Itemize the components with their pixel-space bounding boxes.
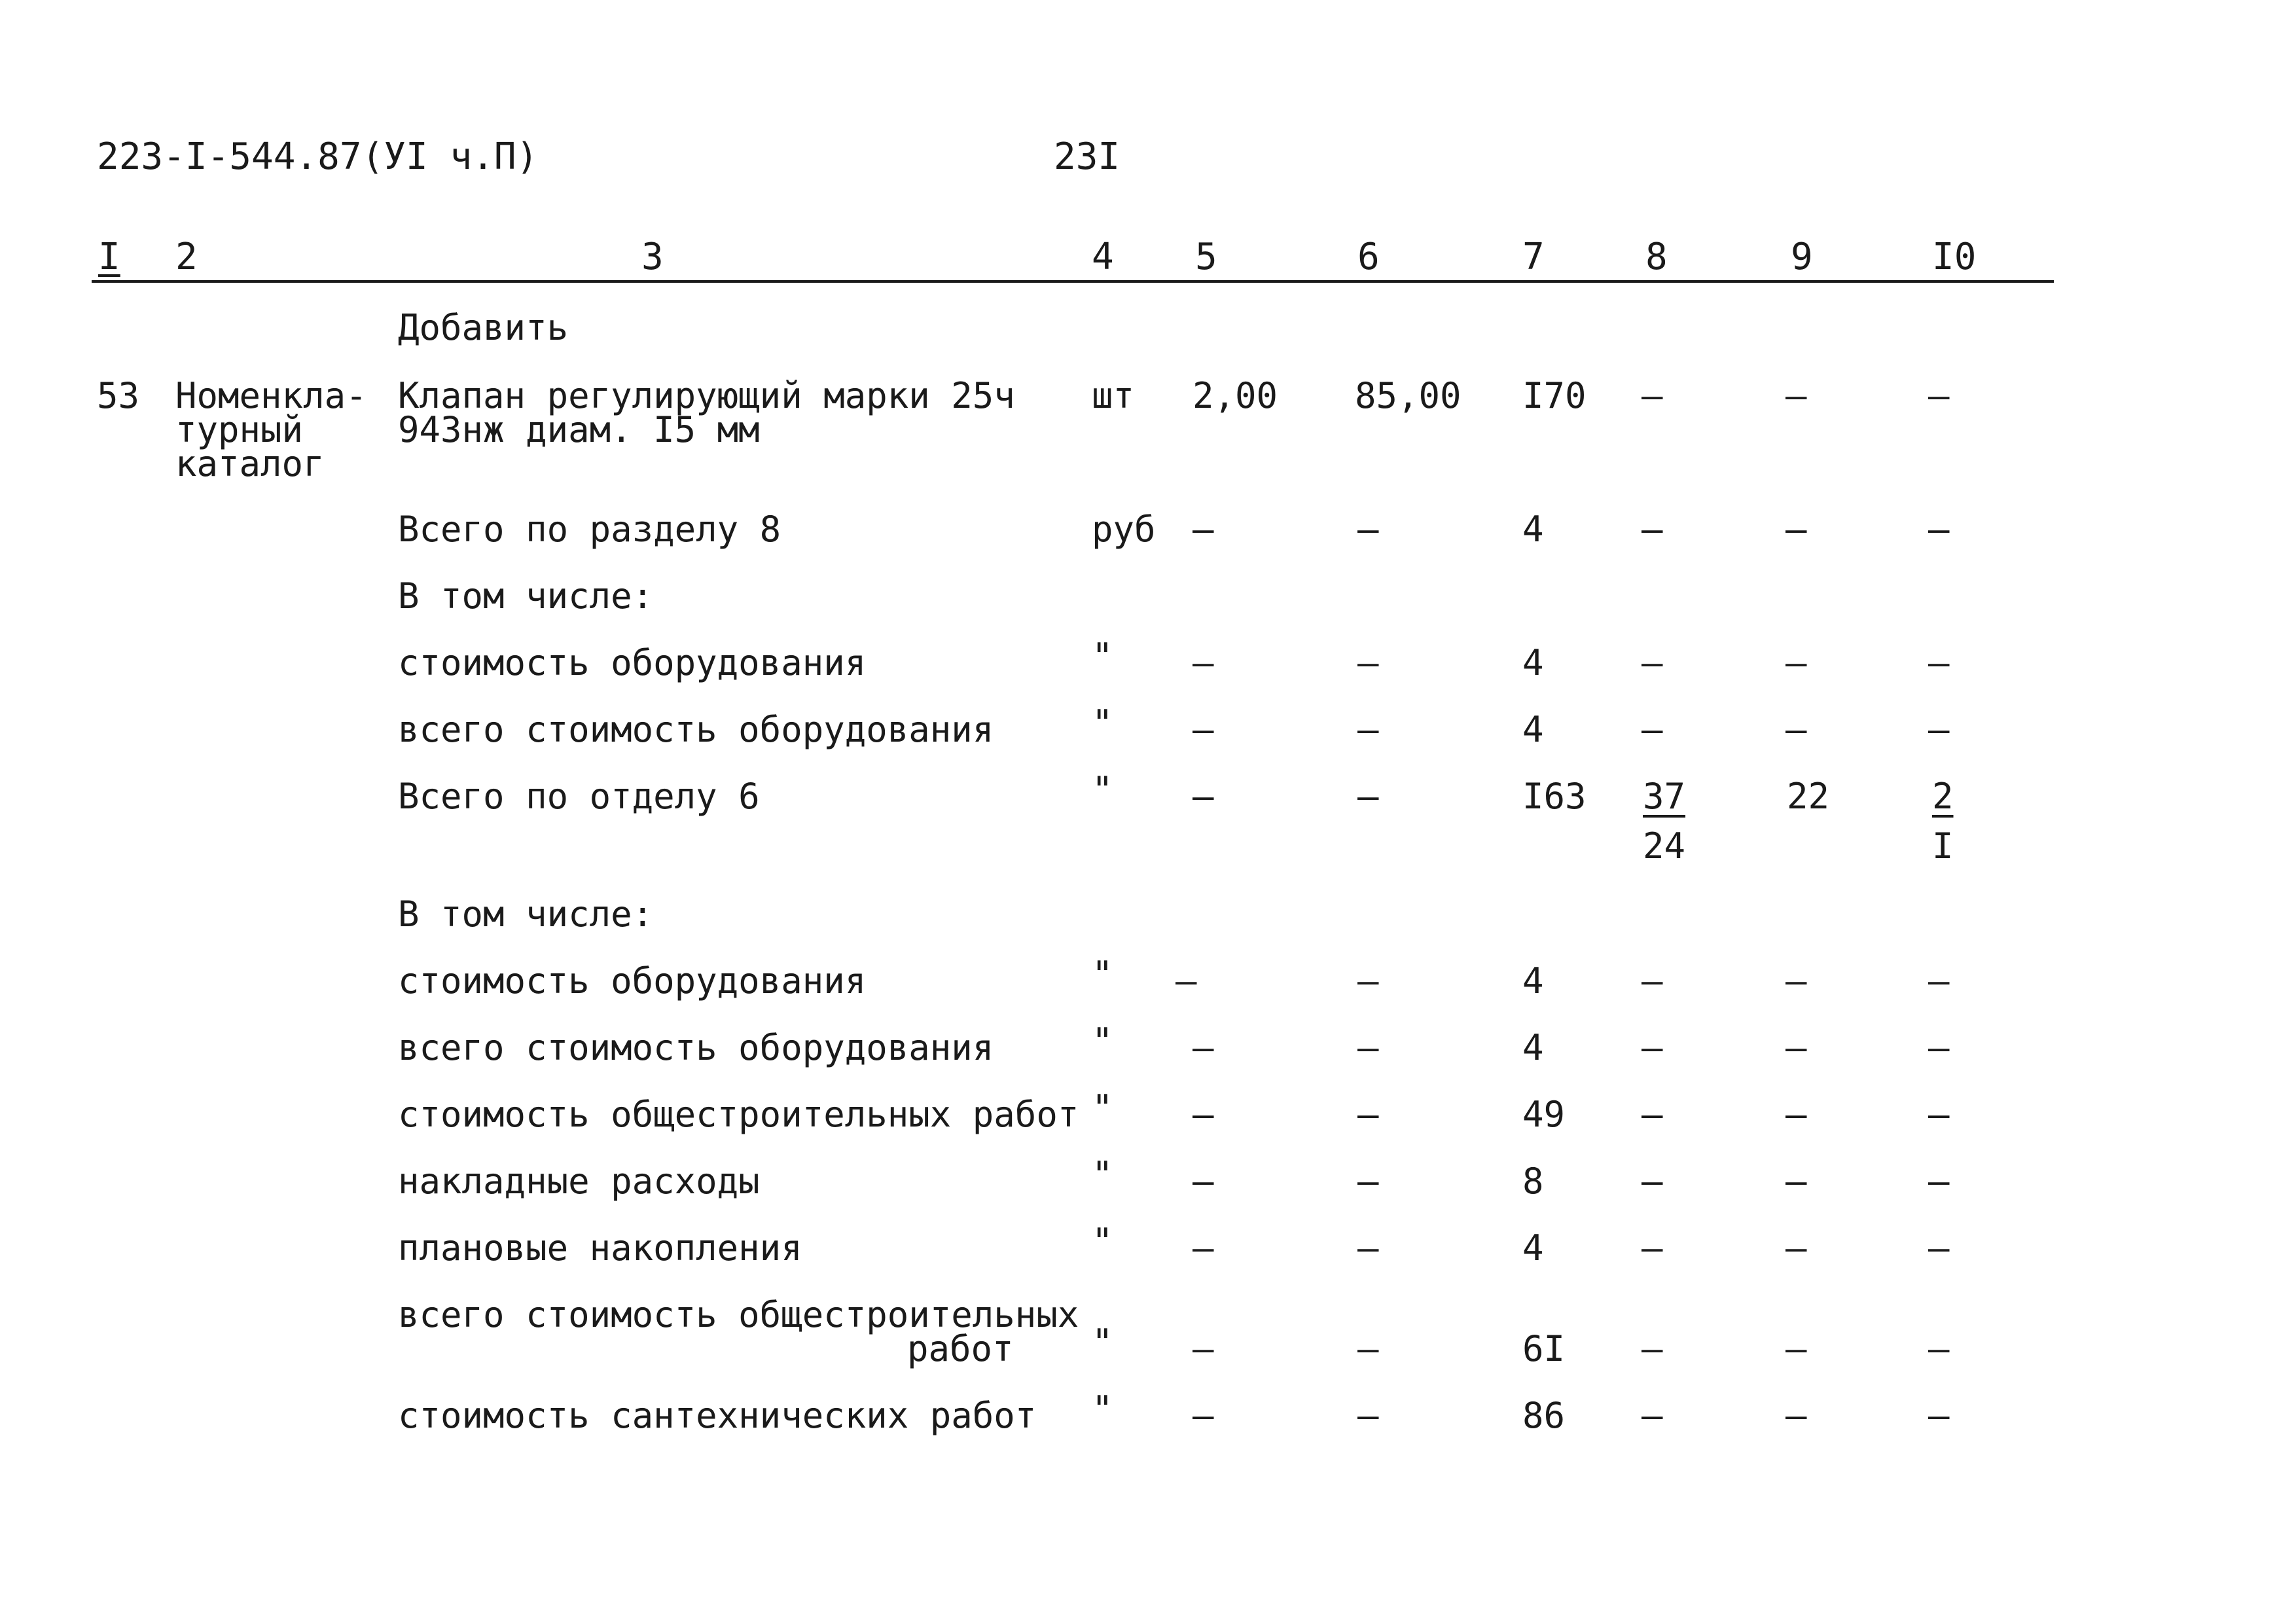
row-col7: 49 [1522, 1094, 1566, 1135]
row-unit: " [1092, 1154, 1113, 1195]
row-col6: – [1357, 1161, 1379, 1202]
column-header-7: 7 [1522, 236, 1545, 278]
row-col5: – [1193, 1161, 1214, 1202]
row-col5: – [1193, 1328, 1214, 1369]
row-label: стоимость оборудования [398, 960, 867, 1001]
row-col9: – [1785, 709, 1807, 750]
row-unit: " [1092, 1221, 1113, 1262]
including-label-1: В том числе: [398, 575, 654, 617]
item-unit: шт [1092, 375, 1135, 416]
row-label-line-1: всего стоимость общестроительных [398, 1294, 1079, 1335]
razdel8-col10: – [1928, 509, 1950, 550]
row-col6: – [1357, 1227, 1379, 1269]
row-col9: – [1785, 642, 1807, 683]
row-unit: " [1092, 702, 1113, 744]
row-col8: – [1641, 1094, 1663, 1135]
row-label: плановые накопления [398, 1227, 802, 1269]
row-col9: – [1785, 1227, 1807, 1269]
razdel8-col5: – [1193, 509, 1214, 550]
razdel8-unit: руб [1092, 509, 1156, 550]
column-header-4: 4 [1092, 236, 1114, 278]
column-header-8: 8 [1645, 236, 1668, 278]
item-source-line-2: турный [175, 409, 304, 450]
row-col9: – [1785, 1328, 1807, 1369]
column-header-9: 9 [1791, 236, 1813, 278]
otdel6-label: Всего по отделу 6 [398, 776, 760, 817]
row-col5: – [1193, 1027, 1214, 1068]
including-label-2: В том числе: [398, 893, 654, 935]
row-col6: – [1357, 709, 1379, 750]
row-col7: 8 [1522, 1161, 1544, 1202]
row-col10: – [1928, 1328, 1950, 1369]
document-code: 223-I-544.87(УI ч.П) [97, 135, 539, 178]
row-label: всего стоимость оборудования [398, 709, 994, 750]
row-unit: " [1092, 636, 1113, 677]
row-col9: – [1785, 1094, 1807, 1135]
row-col5: – [1193, 1395, 1214, 1436]
row-unit: " [1092, 1388, 1113, 1430]
row-label: всего стоимость оборудования [398, 1027, 994, 1068]
row-col9: – [1785, 960, 1807, 1001]
item-source-line-1: Номенкла- [175, 375, 367, 416]
column-header-10: I0 [1932, 236, 1977, 278]
row-label: накладные расходы [398, 1161, 760, 1202]
column-header-3: 3 [641, 236, 664, 278]
column-header-2: 2 [175, 236, 198, 278]
item-name-line-1: Клапан регулирующий марки 25ч [398, 375, 1015, 416]
row-col5: – [1193, 642, 1214, 683]
row-col9: – [1785, 1161, 1807, 1202]
item-total: I70 [1522, 375, 1587, 416]
column-header-5: 5 [1195, 236, 1217, 278]
row-col8: – [1641, 1227, 1663, 1269]
row-col7: 86 [1522, 1395, 1566, 1436]
item-price: 85,00 [1355, 375, 1462, 416]
razdel8-col7: 4 [1522, 509, 1544, 550]
item-number: 53 [97, 375, 140, 416]
section-add-label: Добавить [398, 307, 569, 348]
row-col7: 4 [1522, 1227, 1544, 1269]
row-col10: – [1928, 1395, 1950, 1436]
row-col6: – [1357, 1094, 1379, 1135]
row-unit: " [1092, 1020, 1113, 1062]
row-unit: " [1092, 1322, 1113, 1363]
row-col6: – [1357, 960, 1379, 1001]
otdel6-col6: – [1357, 776, 1379, 817]
row-col8: – [1641, 642, 1663, 683]
row-col7: 6I [1522, 1328, 1566, 1369]
row-col7: 4 [1522, 709, 1544, 750]
item-col9: – [1785, 375, 1807, 416]
row-label: стоимость общестроительных работ [398, 1094, 1079, 1135]
row-col7: 4 [1522, 1027, 1544, 1068]
razdel8-col8: – [1641, 509, 1663, 550]
row-col9: – [1785, 1027, 1807, 1068]
row-label: стоимость оборудования [398, 642, 867, 683]
otdel6-col8-numerator: 37 [1643, 776, 1686, 817]
row-unit: " [1092, 954, 1113, 995]
item-name-line-2: 943нж диам. I5 мм [398, 409, 760, 450]
row-col10: – [1928, 642, 1950, 683]
item-source-line-3: каталог [175, 443, 325, 484]
row-label: стоимость сантехнических работ [398, 1395, 1037, 1436]
razdel8-col9: – [1785, 509, 1807, 550]
row-col9: – [1785, 1395, 1807, 1436]
row-label-line-2: работ [907, 1328, 1014, 1369]
otdel6-col7: I63 [1522, 776, 1587, 817]
row-col10: – [1928, 1027, 1950, 1068]
row-col5: – [1193, 1094, 1214, 1135]
page-number: 23I [1054, 135, 1121, 178]
otdel6-col9: 22 [1787, 776, 1830, 817]
row-col6: – [1357, 1395, 1379, 1436]
otdel6-col10-numerator: 2 [1932, 776, 1954, 817]
row-col5: – [1193, 1227, 1214, 1269]
otdel6-unit: " [1092, 769, 1113, 810]
column-header-1: I [98, 236, 120, 278]
row-col5: – [1175, 960, 1197, 1001]
row-col7: 4 [1522, 960, 1544, 1001]
row-col8: – [1641, 1161, 1663, 1202]
row-col7: 4 [1522, 642, 1544, 683]
row-col10: – [1928, 1094, 1950, 1135]
otdel6-col5: – [1193, 776, 1214, 817]
item-col8: – [1641, 375, 1663, 416]
row-col10: – [1928, 960, 1950, 1001]
row-col5: – [1193, 709, 1214, 750]
row-col8: – [1641, 1328, 1663, 1369]
row-col8: – [1641, 709, 1663, 750]
row-col10: – [1928, 1161, 1950, 1202]
razdel8-label: Всего по разделу 8 [398, 509, 781, 550]
row-col6: – [1357, 1027, 1379, 1068]
row-col6: – [1357, 642, 1379, 683]
column-header-6: 6 [1357, 236, 1380, 278]
otdel6-col8-denominator: 24 [1643, 825, 1686, 867]
row-col8: – [1641, 1395, 1663, 1436]
header-rule [92, 280, 2054, 283]
row-col8: – [1641, 960, 1663, 1001]
otdel6-col10-denominator: I [1932, 825, 1954, 867]
row-col6: – [1357, 1328, 1379, 1369]
row-col8: – [1641, 1027, 1663, 1068]
item-qty: 2,00 [1193, 375, 1278, 416]
razdel8-col6: – [1357, 509, 1379, 550]
row-unit: " [1092, 1087, 1113, 1128]
row-col10: – [1928, 1227, 1950, 1269]
row-col10: – [1928, 709, 1950, 750]
item-col10: – [1928, 375, 1950, 416]
